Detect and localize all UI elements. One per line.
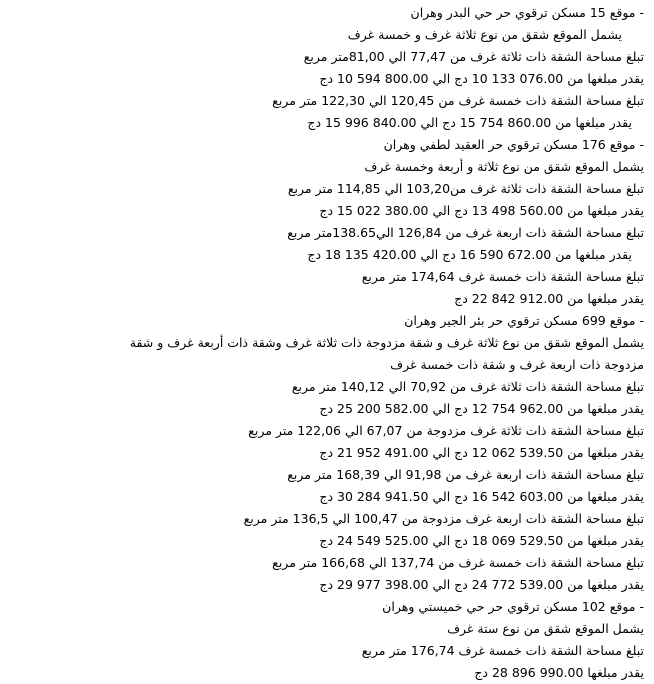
text-line: يقدر مبلغها من 539.00 772 24 دج الي 398.00 977 29 دج xyxy=(319,577,644,592)
text-line: يشمل الموقع شقق من نوع ثلاثة غرف و خمسة غرف xyxy=(347,27,622,42)
text-line: تبلغ مساحة الشقة ذات اربعة غرف من 91,98 الي 168,39 متر مربع xyxy=(287,467,644,482)
text-line: - موقع 699 مسكن ترقوي حر بئر الجير وهران xyxy=(404,313,644,328)
text-line: يقدر مبلغها من 962.00 754 12 دج الي 582.00 200 25 دج xyxy=(319,401,644,416)
text-line: تبلغ مساحة الشقة ذات ثلاثة غرف من 77,47 الي 81,00متر مربع xyxy=(303,49,644,64)
text-line: تبلغ مساحة الشقة ذات خمسة غرف 176,74 متر مربع xyxy=(361,643,644,658)
document-body xyxy=(0,2,654,680)
text-line: تبلغ مساحة الشقة ذات خمسة غرف 174,64 متر مربع xyxy=(361,269,644,284)
text-line: يقدر مبلغها من 560.00 498 13 دج الي 380.00 022 15 دج xyxy=(319,203,644,218)
text-line: يشمل الموقع شقق من نوع ثلاثة غرف و شقة مزدوجة ذات ثلاثة غرف وشقة ذات أربعة غرف و شقة xyxy=(129,335,644,350)
text-line: يقدر مبلغها من 529.50 069 18 دج الي 525.00 549 24 دج xyxy=(319,533,644,548)
text-line: يقدر مبلغها من 912.00 842 22 دج xyxy=(454,291,644,306)
text-line: تبلغ مساحة الشقة ذات اربعة غرف من 126,84 الي138.65متر مربع xyxy=(287,225,644,240)
text-line: تبلغ مساحة الشقة ذات خمسة غرف من 120,45 الي 122,30 متر مربع xyxy=(272,93,644,108)
text-line: تبلغ مساحة الشقة ذات ثلاثة غرف من 70,92 الي 140,12 متر مربع xyxy=(291,379,644,394)
text-line: - موقع 176 مسكن ترقوي حر العقيد لطفي وهران xyxy=(383,137,644,152)
text-line: يقدر مبلغها من 603.00 542 16 دج الي 941.50 284 30 دج xyxy=(319,489,644,504)
text-line: تبلغ مساحة الشقة ذات ثلاثة غرف مزدوجة من 67,07 الي 122,06 متر مربع xyxy=(248,423,644,438)
text-line: تبلغ مساحة الشقة ذات خمسة غرف من 137,74 الي 166,68 متر مربع xyxy=(272,555,644,570)
text-line: - موقع 102 مسكن ترقوي حر حي خميستي وهران xyxy=(382,599,644,614)
text-line: - موقع 15 مسكن ترقوي حر حي البدر وهران xyxy=(410,5,644,20)
text-line: يشمل الموقع شقق من نوع ثلاثة و أربعة وخمسة غرف xyxy=(364,159,644,174)
text-line: يشمل الموقع شقق من نوع ستة غرف xyxy=(447,621,644,636)
text-line: يقدر مبلغها 990.00 896 28 دج xyxy=(474,665,644,680)
text-line: تبلغ مساحة الشقة ذات اربعة غرف مزدوجة من 100,47 الي 136,5 متر مربع xyxy=(243,511,644,526)
text-line: يقدر مبلغها من 539.50 062 12 دج الي 491.00 952 21 دج xyxy=(319,445,644,460)
text-line: يقدر مبلغها من 672.00 590 16 دج الي 420.00 135 18 دج xyxy=(307,247,632,262)
text-line: تبلغ مساحة الشقة ذات ثلاثة غرف من103,20 الي 114,85 متر مربع xyxy=(287,181,644,196)
text-line: يقدر مبلغها من 860.00 754 15 دج الي 840.00 996 15 دج xyxy=(307,115,632,130)
text-line: مزدوجة ذات اربعة غرف و شقة ذات خمسة غرف xyxy=(390,357,644,372)
text-line: يقدر مبلغها من 076.00 133 10 دج الي 800.00 594 10 دج xyxy=(319,71,644,86)
